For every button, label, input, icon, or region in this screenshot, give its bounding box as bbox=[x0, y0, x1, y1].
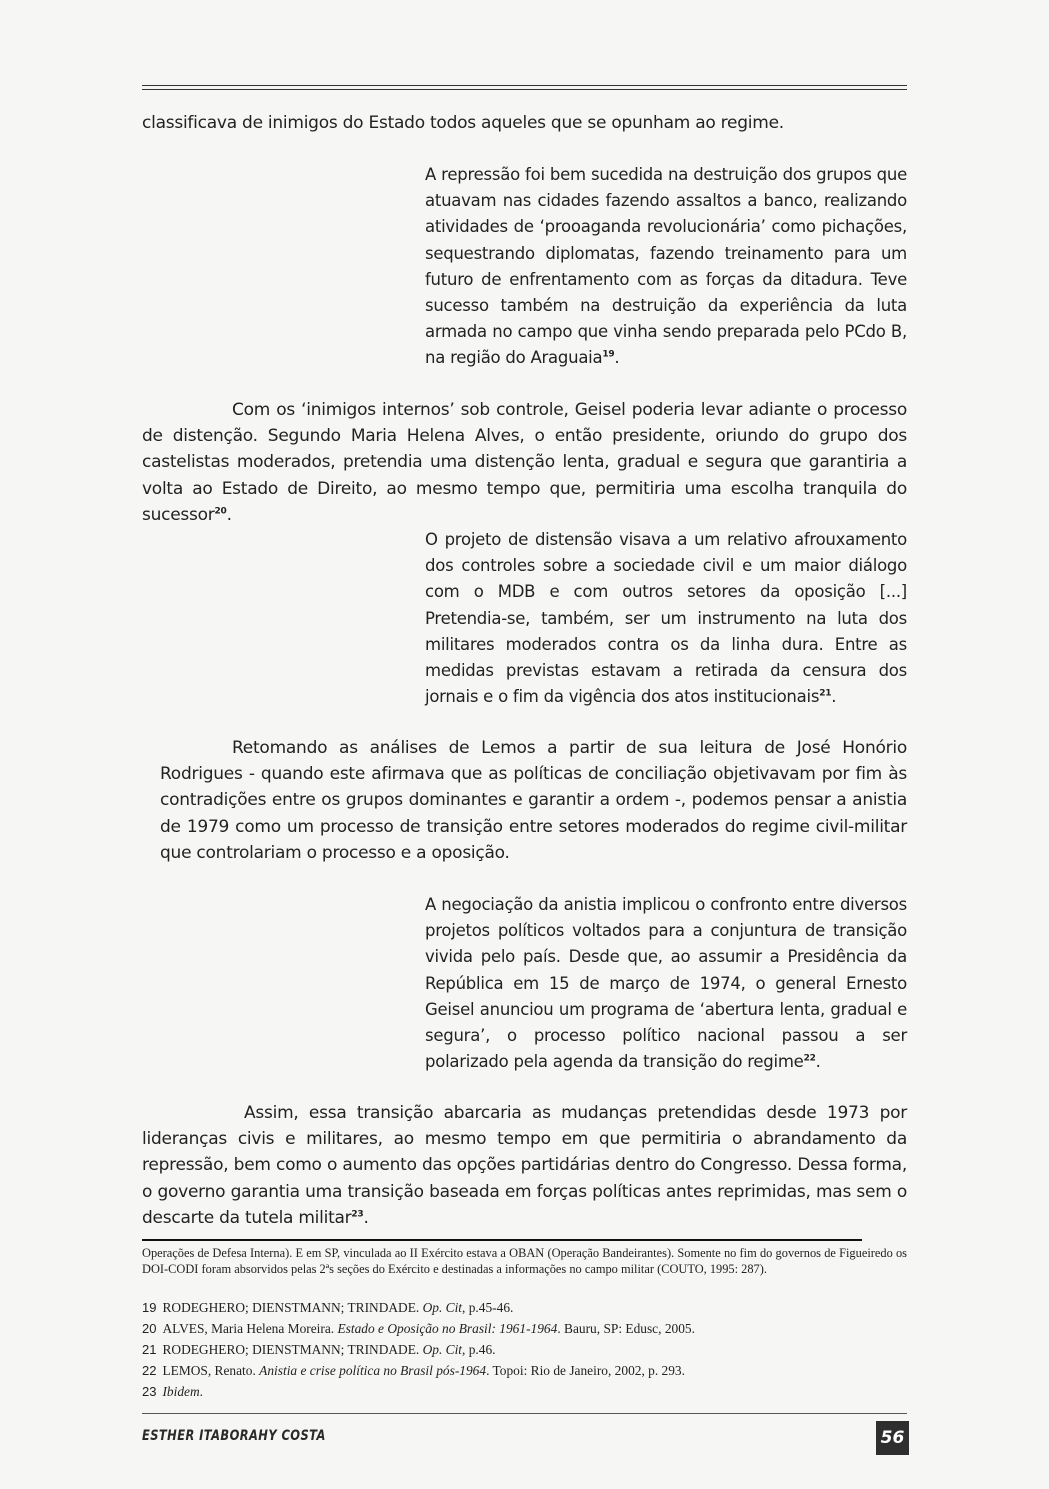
footnote-text: ALVES, Maria Helena Moreira. bbox=[162, 1321, 338, 1336]
block-quote-2 bbox=[425, 527, 907, 710]
paragraph-1 bbox=[142, 397, 907, 528]
paragraph-2: Retomando as análises de Lemos a partir de sua leitura de José Honório Rodrigues - quando este afirmava que as políticas de conciliação objetivavam por fim às contradições entre os grupos dominantes e garantir a ordem -, podemos pensar a anistia de 1979 como um processo de transição entre setores moderados do regime civil-militar que controlariam o processo e a oposição. bbox=[160, 738, 907, 863]
quote-text: A negociação da anistia implicou o confronto entre diversos projetos políticos voltados para a conjuntura de transição vivida pelo país. Desde que, ao assumir a Presidência da República em 15 de março de 1974, o general Ernesto Geisel anunciou um programa de ‘abertura lenta, gradual e segura’, o processo político nacional passou a ser polarizado pela agenda da transição do regime bbox=[425, 895, 907, 1072]
header-rule-bottom bbox=[142, 89, 907, 90]
footnote-text: , p.45-46. bbox=[462, 1300, 514, 1315]
footnote-title: Estado e Oposição no Brasil: 1961-1964 bbox=[337, 1321, 558, 1336]
footnote-separator bbox=[142, 1239, 862, 1241]
footnote-number: 22 bbox=[142, 1363, 157, 1378]
footnote-continuation: Operações de Defesa Interna). E em SP, vinculada ao II Exército estava a OBAN (Operação Bandeirantes). Somente no fim do governos de Figueiredo os DOI-CODI foram absorvidos pelas 2ªs seções do Exército e destinadas a informações no campo militar (COUTO, 1995: 287). bbox=[142, 1246, 907, 1277]
footnote-ref[interactable]: 19 bbox=[602, 349, 615, 360]
author-name: ESTHER ITABORAHY COSTA bbox=[142, 1428, 326, 1444]
footnote-text: LEMOS, Renato. bbox=[162, 1363, 260, 1378]
footnote-title: Anistia e crise política no Brasil pós-1964 bbox=[259, 1363, 487, 1378]
quote-end: . bbox=[831, 687, 837, 707]
footnote-text: . bbox=[199, 1384, 204, 1399]
quote-text: A repressão foi bem sucedida na destruição dos grupos que atuavam nas cidades fazendo assaltos a banco, realizando atividades de ‘prooaganda revolucionária’ como pichações, sequestrando diplomatas, fazendo treinamento para um futuro de enfrentamento com as forças da ditadura. Teve sucesso também na destruição da experiência da luta armada no campo que vinha sendo preparada pelo PCdo B, na região do Araguaia bbox=[425, 165, 907, 368]
footer-rule bbox=[142, 1413, 907, 1414]
paragraph-text: Assim, essa transição abarcaria as mudanças pretendidas desde 1973 por lideranças civis e militares, ao mesmo tempo em que permitiria o abrandamento da repressão, bem como o aumento das opções partidárias dentro do Congresso. Dessa forma, o governo garantia uma transição baseada em forças políticas antes reprimidas, mas sem o descarte da tutela militar bbox=[142, 1103, 907, 1228]
footnote-text: RODEGHERO; DIENSTMANN; TRINDADE. bbox=[162, 1300, 423, 1315]
footnote-number: 21 bbox=[142, 1342, 157, 1357]
paragraph-end: . bbox=[363, 1207, 369, 1228]
footnote-title: Op. Cit bbox=[422, 1300, 463, 1315]
footnote-number: 23 bbox=[142, 1384, 157, 1399]
page-number: 56 bbox=[876, 1421, 909, 1455]
footnote-ref[interactable]: 22 bbox=[803, 1053, 816, 1064]
footnote-20 bbox=[142, 1321, 695, 1337]
footnote-22 bbox=[142, 1363, 685, 1379]
footnote-text: . Bauru, SP: Edusc, 2005. bbox=[557, 1321, 695, 1336]
paragraph-text: Com os ‘inimigos internos’ sob controle, Geisel poderia levar adiante o processo de distenção. Segundo Maria Helena Alves, o então presidente, oriundo do grupo dos castelistas moderados, pretendia uma distenção lenta, gradual e segura que garantiria a volta ao Estado de Direito, ao mesmo tempo que, permitiria uma escolha tranquila do sucessor bbox=[142, 400, 907, 525]
footnote-ref[interactable]: 20 bbox=[214, 506, 227, 517]
footnote-title: Ibidem bbox=[162, 1384, 200, 1399]
footnote-text: . Topoi: Rio de Janeiro, 2002, p. 293. bbox=[486, 1363, 685, 1378]
footnote-number: 19 bbox=[142, 1300, 157, 1315]
footnote-text: RODEGHERO; DIENSTMANN; TRINDADE. bbox=[162, 1342, 423, 1357]
footnote-21 bbox=[142, 1342, 496, 1358]
footnote-number: 20 bbox=[142, 1321, 157, 1336]
footnote-text: , p.46. bbox=[462, 1342, 496, 1357]
footnote-ref[interactable]: 21 bbox=[819, 688, 832, 699]
header-rule-top bbox=[142, 85, 907, 86]
footnote-ref[interactable]: 23 bbox=[351, 1209, 364, 1220]
quote-end: . bbox=[614, 348, 620, 368]
footnote-19 bbox=[142, 1300, 513, 1316]
footnote-title: Op. Cit bbox=[422, 1342, 463, 1357]
continuation-line: classificava de inimigos do Estado todos aqueles que se opunham ao regime. bbox=[142, 113, 784, 133]
paragraph-end: . bbox=[226, 504, 232, 525]
quote-end: . bbox=[815, 1052, 821, 1072]
paragraph-3 bbox=[142, 1100, 907, 1231]
footnote-23 bbox=[142, 1384, 203, 1400]
quote-text: O projeto de distensão visava a um relativo afrouxamento dos controles sobre a sociedade civil e um maior diálogo com o MDB e com outros setores da oposição [...] Pretendia-se, também, ser um instrumento na luta dos militares moderados contra os da linha dura. Entre as medidas previstas estavam a retirada da censura dos jornais e o fim da vigência dos atos institucionais bbox=[425, 530, 907, 707]
block-quote-1 bbox=[425, 162, 907, 372]
block-quote-3 bbox=[425, 892, 907, 1075]
